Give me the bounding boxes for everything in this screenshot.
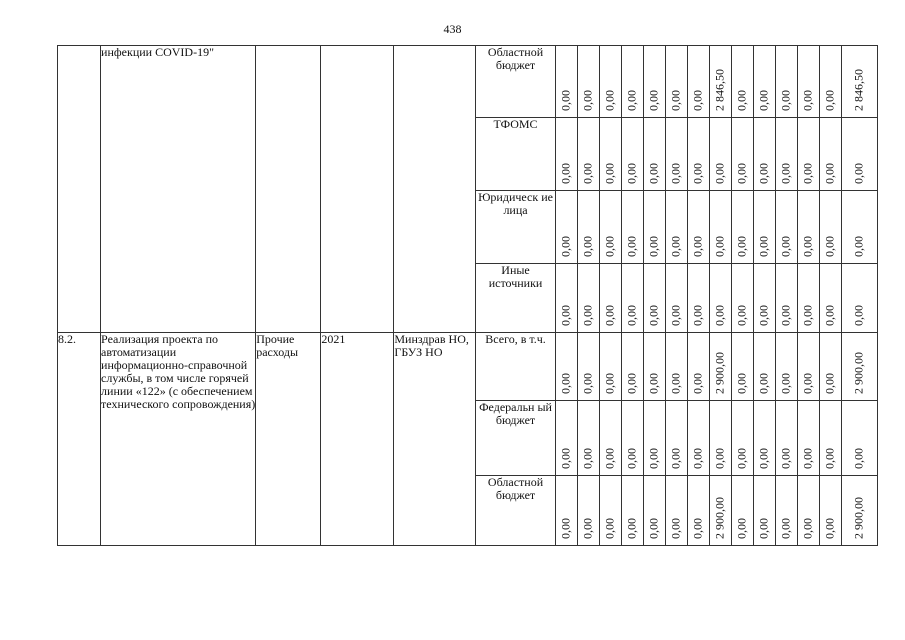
amount-cell [841,333,877,401]
amount-cell [709,476,731,546]
amount-value: 0,00 [800,90,815,111]
amount-cell [643,476,665,546]
amount-value: 0,00 [668,163,683,184]
amount-value: 2 846,50 [712,69,727,111]
amount-value: 0,00 [690,305,705,326]
amount-cell [555,118,577,191]
year-cell [321,46,394,333]
amount-value: 0,00 [851,163,866,184]
amount-value: 0,00 [580,518,595,539]
expense-type [256,46,321,333]
amount-cell [555,476,577,546]
amount-value: 0,00 [756,163,771,184]
amount-cell [775,476,797,546]
table-row [58,333,878,401]
amount-cell [709,191,731,264]
amount-value: 0,00 [778,305,793,326]
amount-cell [819,118,841,191]
amount-value: 0,00 [734,236,749,257]
amount-value: 2 900,00 [851,352,866,394]
amount-value: 0,00 [646,90,661,111]
amount-value: 0,00 [580,305,595,326]
amount-value: 0,00 [778,90,793,111]
amount-value: 0,00 [712,163,727,184]
amount-value: 0,00 [778,518,793,539]
funding-source: Областной бюджет [476,476,555,546]
amount-cell [687,476,709,546]
amount-value: 0,00 [558,90,573,111]
amount-cell [731,191,753,264]
amount-cell [665,191,687,264]
amount-value: 0,00 [851,448,866,469]
amount-cell [599,476,621,546]
amount-cell [555,333,577,401]
amount-value: 2 900,00 [712,497,727,539]
amount-value: 0,00 [602,305,617,326]
amount-cell [797,264,819,333]
amount-cell [709,264,731,333]
amount-value: 0,00 [712,305,727,326]
measure-title: Реализация проекта по автоматизации информационно-справочной службы, в том числе горячей линии «122» (с обеспечением технического сопровождения) [101,333,256,546]
amount-cell [731,476,753,546]
amount-cell [687,264,709,333]
amount-cell [775,118,797,191]
funding-source: Юридическ ие лица [476,191,555,264]
amount-cell [599,264,621,333]
amount-cell [687,118,709,191]
amount-cell [731,118,753,191]
amount-value: 0,00 [712,448,727,469]
amount-value: 0,00 [822,373,837,394]
amount-value: 0,00 [624,448,639,469]
amount-cell [665,401,687,476]
amount-value: 0,00 [778,448,793,469]
budget-table [57,45,878,546]
amount-value: 0,00 [822,236,837,257]
amount-cell [665,264,687,333]
amount-cell [621,401,643,476]
funding-source: Всего, в т.ч. [476,333,555,401]
amount-cell [753,264,775,333]
amount-cell [577,476,599,546]
amount-cell [775,191,797,264]
amount-cell [621,264,643,333]
amount-value: 0,00 [602,373,617,394]
amount-cell [753,118,775,191]
amount-cell [577,333,599,401]
amount-cell [819,333,841,401]
amount-value: 0,00 [800,305,815,326]
amount-value: 0,00 [822,305,837,326]
amount-value: 0,00 [778,373,793,394]
table-row [58,46,878,118]
amount-value: 0,00 [602,163,617,184]
amount-value: 0,00 [624,90,639,111]
expense-type: Прочие расходы [256,333,321,546]
amount-value: 0,00 [756,236,771,257]
amount-cell [731,46,753,118]
amount-value: 0,00 [668,448,683,469]
amount-cell [841,401,877,476]
amount-cell [709,46,731,118]
amount-cell [753,476,775,546]
amount-cell [621,476,643,546]
amount-value: 0,00 [558,236,573,257]
executor-cell [394,46,476,333]
amount-value: 0,00 [624,163,639,184]
amount-value: 0,00 [602,90,617,111]
amount-value: 0,00 [580,373,595,394]
amount-value: 0,00 [734,90,749,111]
amount-cell [797,476,819,546]
amount-value: 0,00 [558,373,573,394]
page-number: 438 [443,22,462,36]
amount-cell [599,333,621,401]
amount-value: 0,00 [690,236,705,257]
amount-value: 0,00 [800,373,815,394]
amount-value: 0,00 [851,305,866,326]
amount-value: 0,00 [690,518,705,539]
amount-value: 0,00 [602,518,617,539]
amount-cell [797,118,819,191]
amount-value: 0,00 [558,163,573,184]
amount-cell [687,333,709,401]
amount-cell [665,476,687,546]
amount-value: 0,00 [580,163,595,184]
amount-cell [599,46,621,118]
amount-cell [599,401,621,476]
amount-cell [753,401,775,476]
amount-cell [709,401,731,476]
amount-cell [841,191,877,264]
row-number: 8.2. [58,333,101,546]
amount-cell [577,264,599,333]
amount-value: 0,00 [690,448,705,469]
amount-cell [643,191,665,264]
amount-cell [577,401,599,476]
amount-value: 0,00 [646,373,661,394]
amount-value: 0,00 [558,448,573,469]
amount-cell [753,333,775,401]
measure-title: инфекции COVID-19" [101,46,256,333]
amount-cell [819,191,841,264]
amount-value: 0,00 [624,305,639,326]
amount-value: 0,00 [800,163,815,184]
amount-value: 0,00 [690,373,705,394]
amount-cell [797,401,819,476]
amount-cell [819,476,841,546]
amount-cell [731,333,753,401]
amount-cell [665,118,687,191]
amount-cell [555,191,577,264]
amount-value: 0,00 [558,305,573,326]
amount-value: 0,00 [734,163,749,184]
amount-value: 2 900,00 [851,497,866,539]
amount-cell [687,401,709,476]
amount-value: 0,00 [624,518,639,539]
amount-value: 0,00 [712,236,727,257]
amount-cell [797,191,819,264]
amount-cell [643,46,665,118]
amount-cell [731,401,753,476]
amount-value: 0,00 [778,236,793,257]
amount-value: 0,00 [580,448,595,469]
amount-value: 0,00 [690,90,705,111]
amount-value: 0,00 [668,305,683,326]
amount-cell [709,333,731,401]
amount-value: 0,00 [756,90,771,111]
amount-cell [819,264,841,333]
amount-cell [819,401,841,476]
amount-cell [797,46,819,118]
amount-value: 0,00 [734,373,749,394]
amount-value: 0,00 [822,448,837,469]
amount-cell [621,118,643,191]
amount-value: 0,00 [646,518,661,539]
year-cell: 2021 [321,333,394,546]
amount-cell [709,118,731,191]
amount-cell [577,191,599,264]
amount-cell [643,401,665,476]
amount-value: 0,00 [822,90,837,111]
amount-value: 0,00 [800,448,815,469]
amount-cell [841,264,877,333]
funding-source: Иные источники [476,264,555,333]
funding-source: Федеральн ый бюджет [476,401,555,476]
amount-cell [687,46,709,118]
amount-cell [731,264,753,333]
amount-value: 0,00 [624,236,639,257]
amount-value: 0,00 [646,163,661,184]
amount-cell [621,333,643,401]
amount-cell [643,333,665,401]
amount-cell [753,191,775,264]
amount-cell [599,191,621,264]
amount-value: 0,00 [646,236,661,257]
amount-cell [643,118,665,191]
amount-value: 0,00 [580,90,595,111]
amount-cell [687,191,709,264]
amount-cell [775,401,797,476]
amount-value: 0,00 [690,163,705,184]
amount-value: 0,00 [734,518,749,539]
amount-value: 2 846,50 [851,69,866,111]
amount-cell [599,118,621,191]
amount-cell [665,333,687,401]
amount-cell [775,333,797,401]
amount-value: 0,00 [778,163,793,184]
amount-cell [577,46,599,118]
amount-value: 0,00 [668,236,683,257]
amount-cell [841,118,877,191]
amount-value: 0,00 [851,236,866,257]
amount-cell [841,46,877,118]
funding-source: Областной бюджет [476,46,555,118]
amount-value: 2 900,00 [712,352,727,394]
amount-cell [797,333,819,401]
amount-value: 0,00 [800,236,815,257]
amount-cell [577,118,599,191]
amount-cell [841,476,877,546]
amount-value: 0,00 [668,518,683,539]
amount-value: 0,00 [800,518,815,539]
amount-value: 0,00 [624,373,639,394]
row-number [58,46,101,333]
amount-cell [665,46,687,118]
amount-value: 0,00 [602,236,617,257]
amount-cell [621,191,643,264]
amount-value: 0,00 [558,518,573,539]
amount-value: 0,00 [668,373,683,394]
amount-value: 0,00 [756,448,771,469]
amount-cell [753,46,775,118]
amount-cell [555,46,577,118]
amount-value: 0,00 [602,448,617,469]
amount-value: 0,00 [756,305,771,326]
amount-value: 0,00 [646,305,661,326]
amount-value: 0,00 [668,90,683,111]
amount-value: 0,00 [646,448,661,469]
amount-value: 0,00 [756,518,771,539]
amount-value: 0,00 [580,236,595,257]
funding-source: ТФОМС [476,118,555,191]
amount-cell [819,46,841,118]
amount-value: 0,00 [734,448,749,469]
amount-value: 0,00 [822,518,837,539]
amount-value: 0,00 [734,305,749,326]
amount-value: 0,00 [822,163,837,184]
amount-cell [621,46,643,118]
amount-cell [555,401,577,476]
amount-value: 0,00 [756,373,771,394]
table-body [58,46,878,546]
amount-cell [775,46,797,118]
amount-cell [643,264,665,333]
executor-cell: Минздрав НО, ГБУЗ НО [394,333,476,546]
amount-cell [555,264,577,333]
amount-cell [775,264,797,333]
